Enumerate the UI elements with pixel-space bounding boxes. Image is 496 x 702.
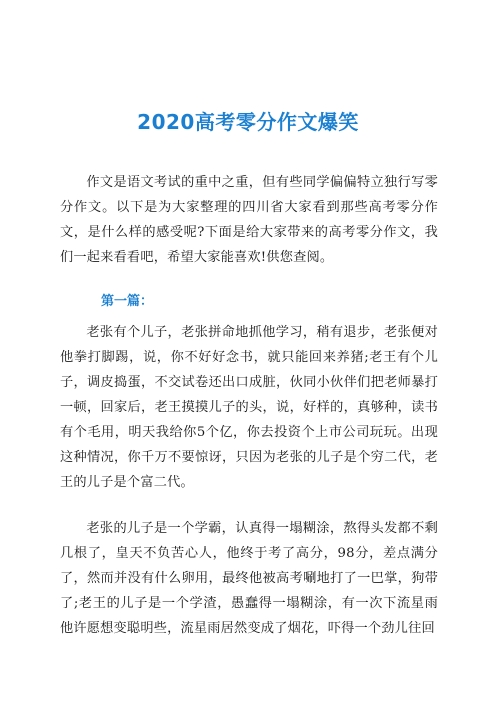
body-paragraph: 老张有个儿子，老张拼命地抓他学习，稍有退步，老张便对他拳打脚踢，说，你不好好念书，就只能回来养猪;老王有个儿子，调皮捣蛋，不交试卷还出口成脏，伙同小伙伴们把老师暴打一顿，回家后，老王摸摸儿子的头，说，好样的，真够种，读书有个毛用，明天我给你5个亿，你去投资个上市公司玩玩。出现这种情况，你千万不要惊讶，只因为老张的儿子是个穷二代，老王的儿子是个富二代。 <box>60 325 438 490</box>
body-paragraph: 老张的儿子是一个学霸，认真得一塌糊涂，熬得头发都不剩几根了，皇天不负苦心人，他终于考了高分，98分，差点满分了，然而并没有什么卵用，最终他被高考唰地打了一巴掌，狗带了;老王的儿子是一个学渣，愚蠢得一塌糊涂，有一次下流星雨他许愿想变聪明些，流星雨居然变成了烟花，吓得一个劲儿往回 <box>60 521 438 636</box>
section-heading: 第一篇： <box>101 294 154 309</box>
document-title: 2020高考零分作文爆笑 <box>137 110 359 134</box>
intro-paragraph: 作文是语文考试的重中之重，但有些同学偏偏特立独行写零分作文。以下是为大家整理的四川省大家看到那些高考零分作文，是什么样的感受呢?下面是给大家带来的高考零分作文，我们一起来看看吧，希望大家能喜欢!供您查阅。 <box>60 175 438 265</box>
